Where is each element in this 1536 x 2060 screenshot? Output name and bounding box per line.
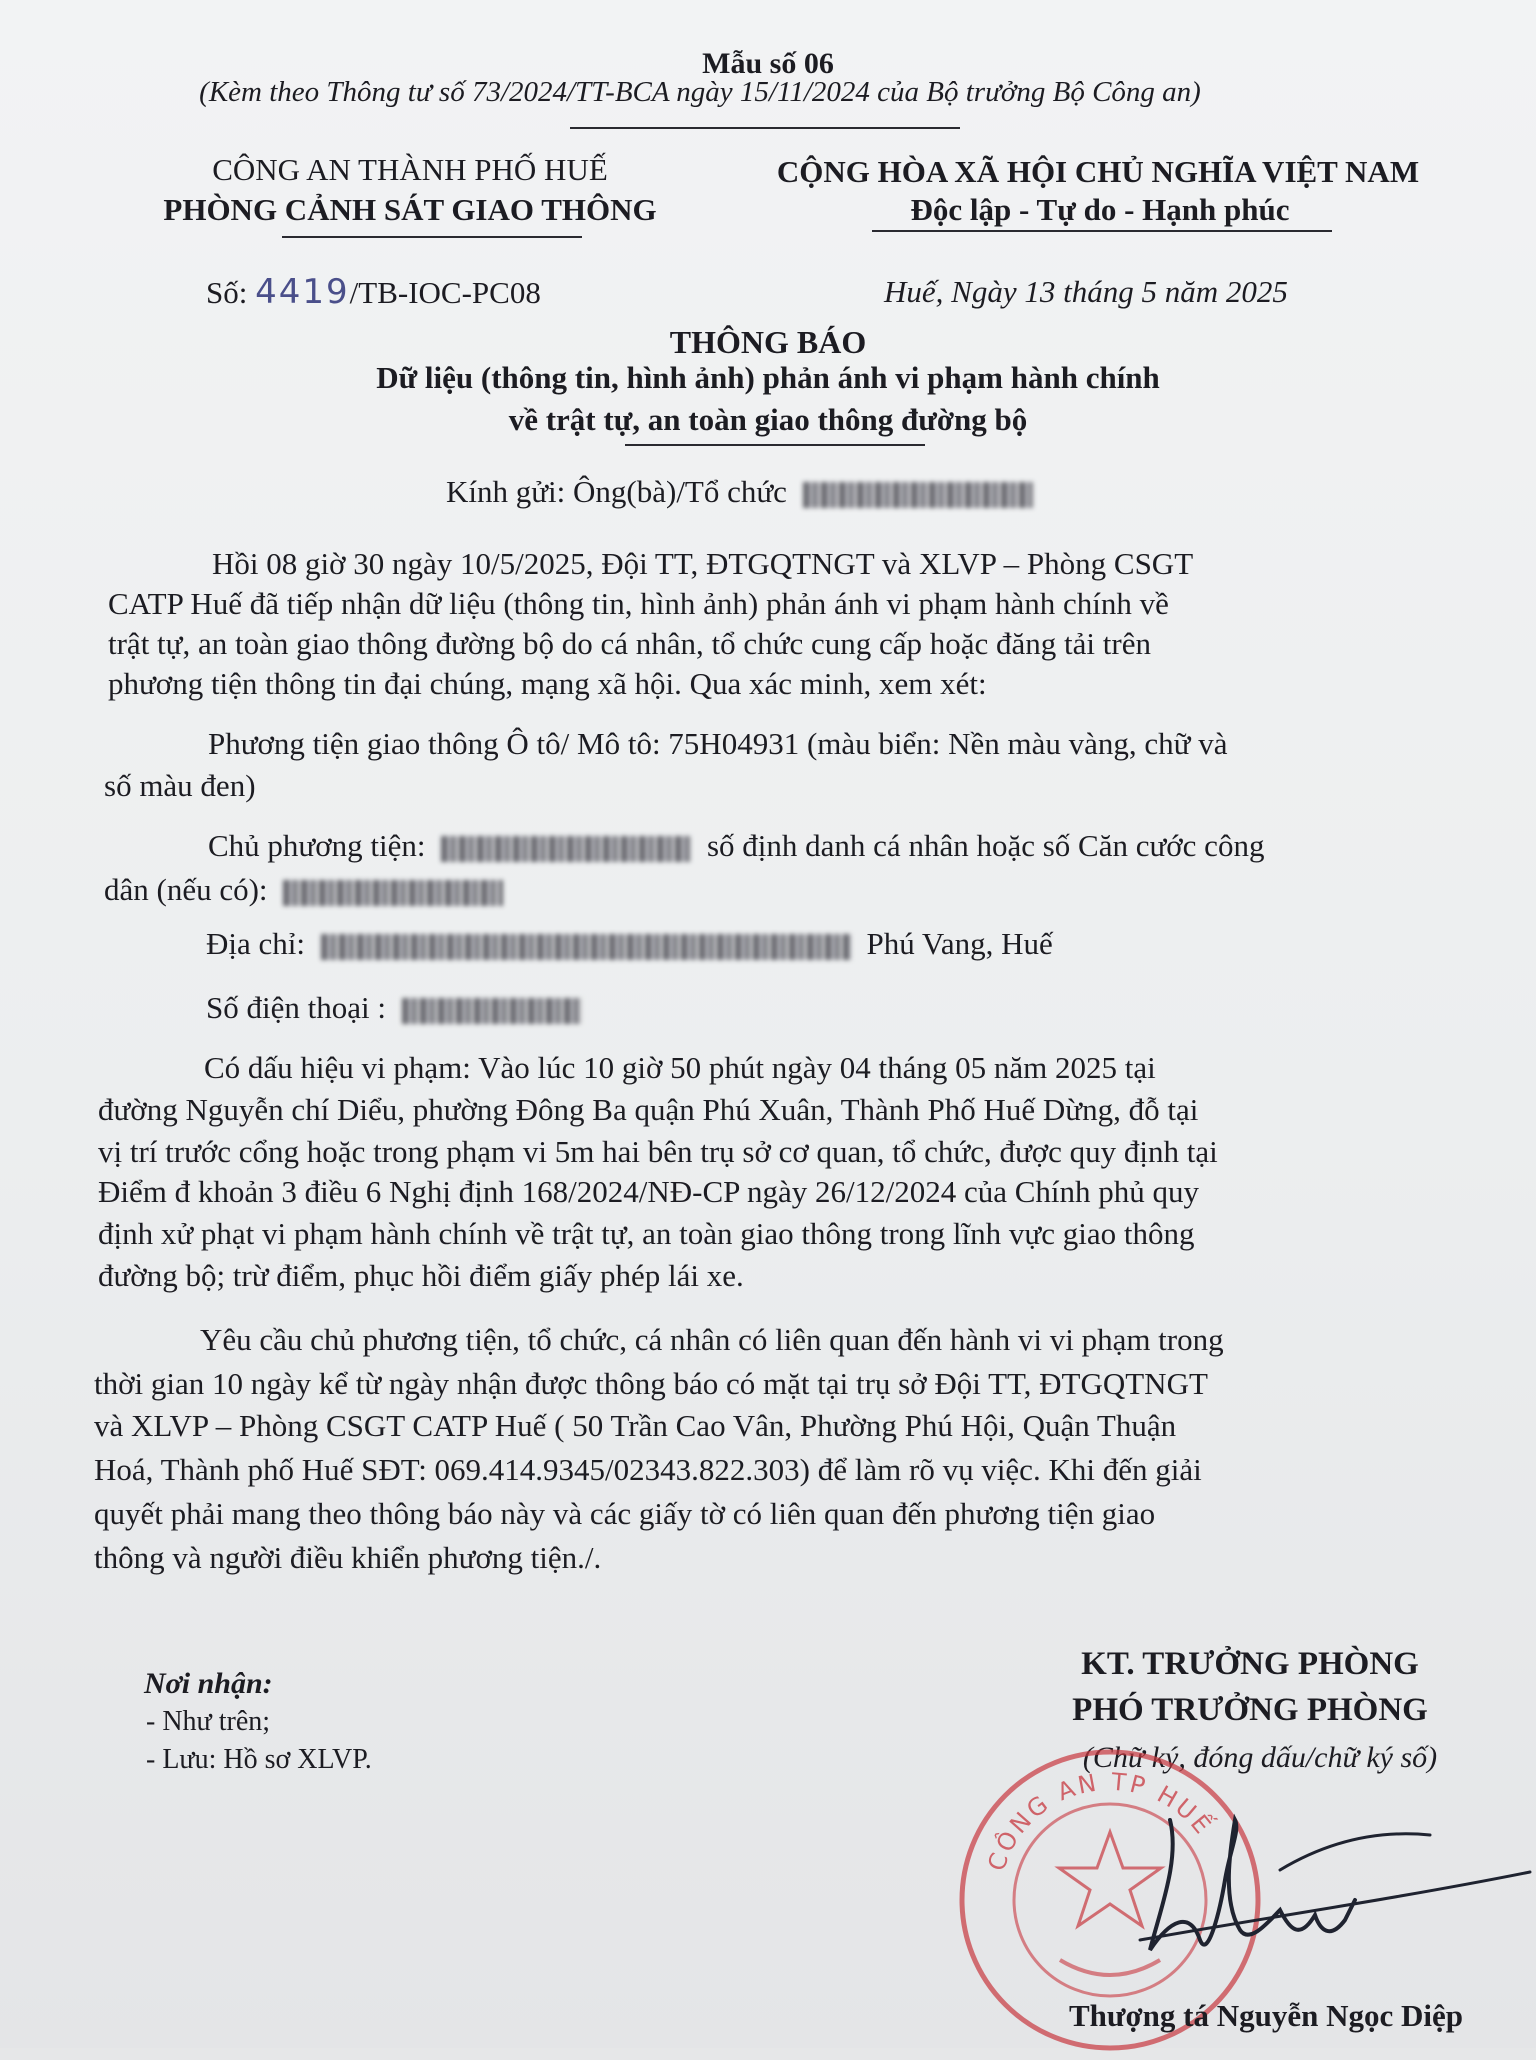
number-suffix: /TB-IOC-PC08 [349,275,541,310]
stamp-text: CÔNG AN TP HUẾ [982,1767,1218,1875]
number-handwritten: 4419 [255,272,350,312]
recipients-title: Nơi nhận: [144,1667,273,1700]
request-line: Yêu cầu chủ phương tiện, tổ chức, cá nhân có liên quan đến hành vi vi phạm trong [200,1322,1224,1357]
address-line [206,924,1053,964]
signature-title-1: KT. TRƯỞNG PHÒNG [1081,1646,1419,1682]
handwritten-signature [1130,1790,1536,1980]
vehicle-line: Phương tiện giao thông Ô tô/ Mô tô: 75H04931 (màu biển: Nền màu vàng, chữ và [208,726,1228,761]
redacted-address [321,934,851,960]
violation-line: Có dấu hiệu vi phạm: Vào lúc 10 giờ 50 phút ngày 04 tháng 05 năm 2025 tại [204,1050,1156,1085]
agency-parent: CÔNG AN THÀNH PHỐ HUẾ [212,152,608,187]
form-number: Mẫu số 06 [702,47,834,80]
signature-title-2: PHÓ TRƯỞNG PHÒNG [1072,1692,1428,1728]
violation-line: đường Nguyễn chí Diểu, phường Đông Ba quận Phú Xuân, Thành Phố Huế Dừng, đỗ tại [98,1092,1199,1127]
address-label: Địa chỉ: [206,926,305,961]
reference-divider [570,127,960,129]
signature-note: (Chữ ký, đóng dấu/chữ ký số) [1082,1741,1438,1774]
violation-line: đường bộ; trừ điểm, phục hồi điểm giấy phép lái xe. [98,1258,744,1293]
paragraph1-line: trật tự, an toàn giao thông đường bộ do cá nhân, tổ chức cung cấp hoặc đăng tải trên [108,626,1151,661]
motto-underline [872,230,1332,232]
redacted-phone [402,998,582,1024]
recipients-item: - Như trên; [146,1706,271,1737]
request-line: và XLVP – Phòng CSGT CATP Huế ( 50 Trần Cao Vân, Phường Phú Hội, Quận Thuận [94,1408,1177,1443]
paragraph1-line: CATP Huế đã tiếp nhận dữ liệu (thông tin, hình ảnh) phản ánh vi phạm hành chính về [108,586,1169,621]
number-label: Số: [206,275,248,310]
motto: Độc lập - Tự do - Hạnh phúc [910,192,1290,227]
form-reference: (Kèm theo Thông tư số 73/2024/TT-BCA ngày 15/11/2024 của Bộ trưởng Bộ Công an) [199,76,1201,108]
date-place: Huế, Ngày 13 tháng 5 năm 2025 [884,274,1288,309]
redacted-recipient [803,482,1033,508]
phone-label: Số điện thoại : [206,990,386,1025]
violation-line: vị trí trước cổng hoặc trong phạm vi 5m hai bên trụ sở cơ quan, tổ chức, được quy định tại [98,1134,1218,1169]
recipients-item: - Lưu: Hồ sơ XLVP. [146,1744,372,1775]
recipient-line [446,472,1041,512]
owner-id-label-cont: dân (nếu có): [104,872,268,907]
country-name: CỘNG HÒA XÃ HỘI CHỦ NGHĨA VIỆT NAM [776,154,1420,189]
request-line: thời gian 10 ngày kể từ ngày nhận được thông báo có mặt tại trụ sở Đội TT, ĐTGQTNGT [94,1366,1208,1401]
paragraph1-line: phương tiện thông tin đại chúng, mạng xã hội. Qua xác minh, xem xét: [108,666,987,701]
request-line: thông và người điều khiển phương tiện./. [94,1540,602,1575]
request-line: Hoá, Thành phố Huế SĐT: 069.414.9345/02343.822.303) để làm rõ vụ việc. Khi đến giải [94,1452,1202,1487]
paragraph1-line: Hồi 08 giờ 30 ngày 10/5/2025, Đội TT, ĐTGQTNGT và XLVP – Phòng CSGT [212,546,1194,581]
owner-id-line [104,870,511,910]
violation-line: định xử phạt vi phạm hành chính về trật tự, an toàn giao thông trong lĩnh vực giao thông [98,1216,1195,1251]
title-underline [625,444,925,446]
redacted-owner-name [441,836,691,862]
owner-line [208,826,1264,866]
vehicle-line: số màu đen) [104,768,256,803]
agency-name: PHÒNG CẢNH SÁT GIAO THÔNG [163,192,657,227]
agency-underline [282,236,582,238]
owner-label: Chủ phương tiện: [208,828,426,863]
address-tail: Phú Vang, Huế [866,926,1053,961]
notice-title: THÔNG BÁO [669,324,867,360]
violation-line: Điểm đ khoản 3 điều 6 Nghị định 168/2024/NĐ-CP ngày 26/12/2024 của Chính phủ quy [98,1174,1199,1209]
redacted-owner-id [283,880,503,906]
notice-subtitle-1: Dữ liệu (thông tin, hình ảnh) phản ánh vi phạm hành chính [376,360,1160,395]
phone-line [206,988,590,1028]
signer-name: Thượng tá Nguyễn Ngọc Diệp [1068,1998,1464,2033]
document-number [206,272,541,313]
owner-id-label: số định danh cá nhân hoặc số Căn cước công [706,828,1265,863]
notice-subtitle-2: về trật tự, an toàn giao thông đường bộ [508,402,1028,437]
recipient-label: Kính gửi: Ông(bà)/Tổ chức [446,474,787,509]
request-line: quyết phải mang theo thông báo này và các giấy tờ có liên quan đến phương tiện giao [94,1496,1156,1531]
